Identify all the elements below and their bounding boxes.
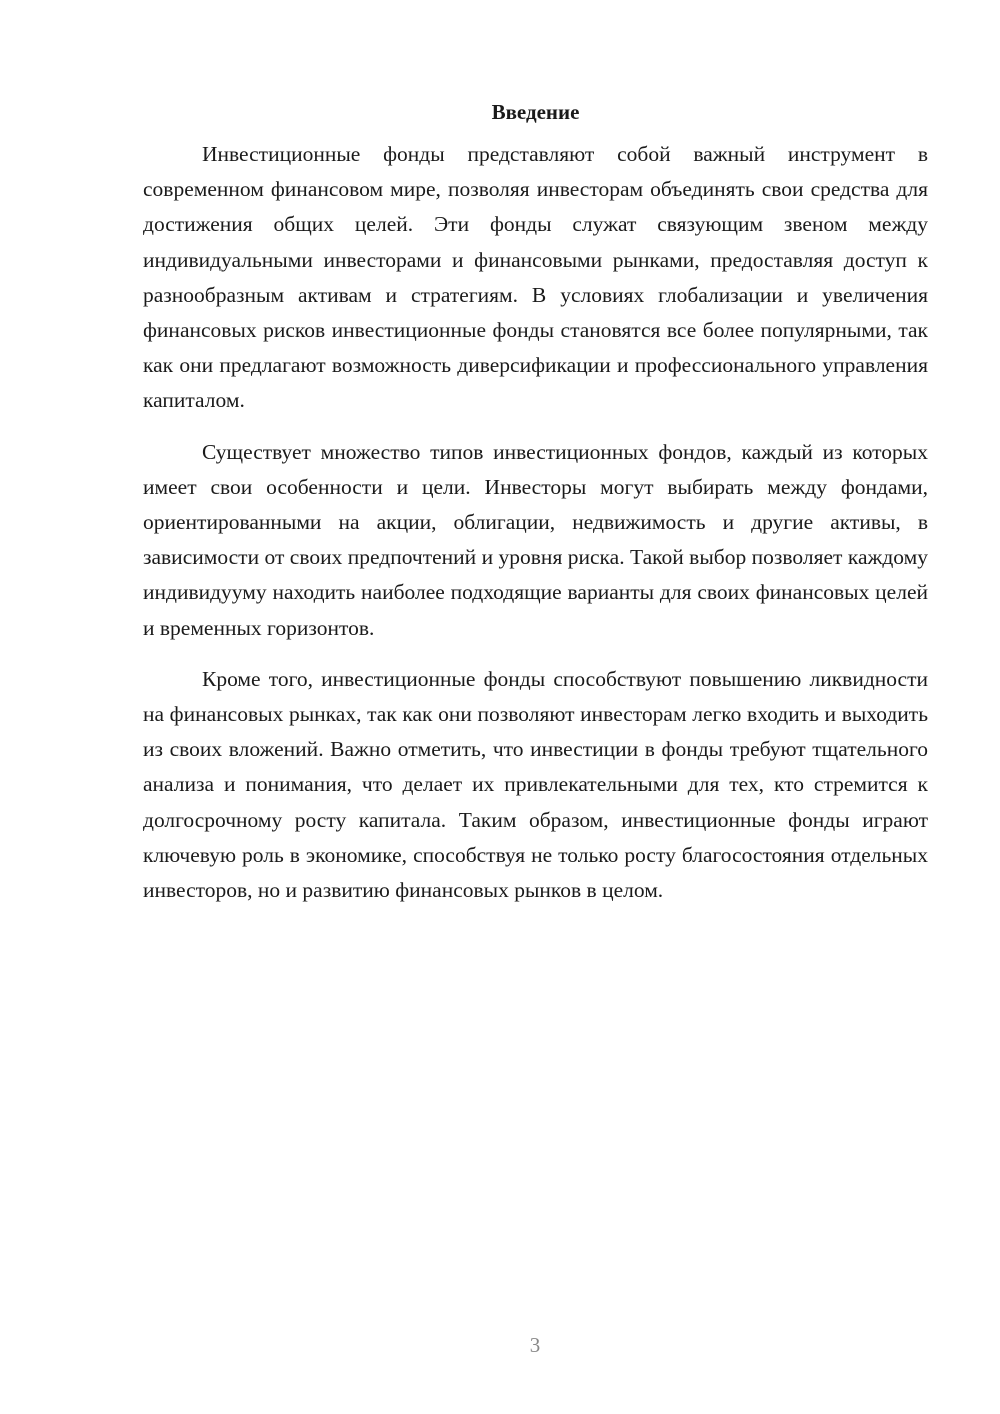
section-title: Введение xyxy=(491,100,580,124)
paragraph-3: Кроме того, инвестиционные фонды способствуют повышению ликвидности на финансовых рынках, так как они позволяют инвесторам легко входить и выходить из своих вложений. Важно отметить, что инвестиции в фонды требуют тщательного анализа и понимания, что делает их привлекательными для тех, кто стремится к долгосрочному росту капитала. Таким образом, инвестиционные фонды играют ключевую роль в экономике, способствуя не только росту благосостояния отдельных инвесторов, но и развитию финансовых рынков в целом. xyxy=(143,666,928,903)
paragraph-1: Инвестиционные фонды представляют собой важный инструмент в современном финансовом мире, позволяя инвесторам объединять свои средства для достижения общих целей. Эти фонды служат связующим звеном между индивидуальными инвесторами и финансовыми рынками, предоставляя доступ к разнообразным активам и стратегиям. В условиях глобализации и увеличения финансовых рисков инвестиционные фонды становятся все более популярными, так как они предлагают возможность диверсификации и профессионального управления капиталом. xyxy=(143,142,928,413)
page-number: 3 xyxy=(529,1333,541,1357)
paragraph-2: Существует множество типов инвестиционных фондов, каждый из которых имеет свои особенности и цели. Инвесторы могут выбирать между фондами, ориентированными на акции, облигации, недвижимость и другие активы, в зависимости от своих предпочтений и уровня риска. Такой выбор позволяет каждому индивидууму находить наиболее подходящие варианты для своих финансовых целей и временных горизонтов. xyxy=(143,439,928,640)
page-content xyxy=(143,97,928,924)
